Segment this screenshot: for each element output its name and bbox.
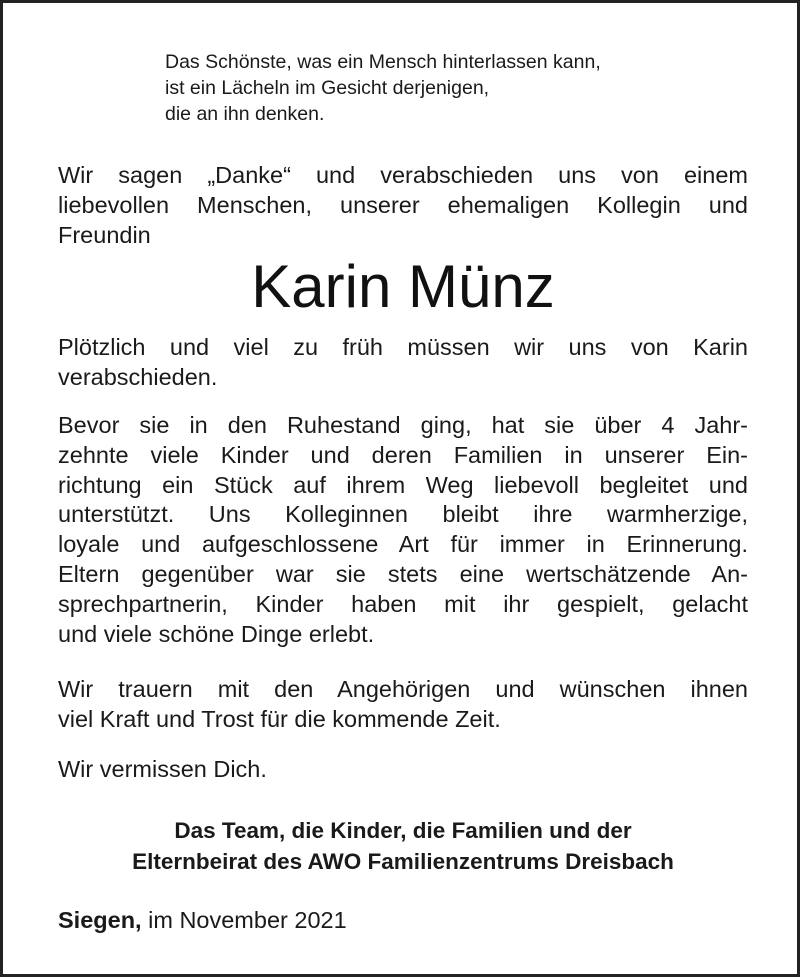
paragraph-line: Eltern gegenüber war sie stets eine wertschätzende An- xyxy=(58,560,748,587)
deceased-name: Karin Münz xyxy=(251,253,555,320)
motto-line: ist ein Lächeln im Gesicht derjenigen, xyxy=(165,77,490,99)
paragraph-line: Bevor sie in den Ruhestand ging, hat sie über 4 Jahr- xyxy=(58,412,748,438)
intro-line: Freundin xyxy=(58,221,151,248)
paragraph-sudden-loss xyxy=(58,333,748,393)
intro-line: Wir sagen „Danke“ und verabschieden uns von einem xyxy=(58,162,748,188)
paragraph-tribute xyxy=(58,411,748,649)
closing-text: Wir vermissen Dich. xyxy=(58,756,267,782)
paragraph-line: verabschieden. xyxy=(58,363,218,390)
signature-block xyxy=(3,815,800,877)
signature-line: Das Team, die Kinder, die Familien und der xyxy=(174,818,632,843)
paragraph-line: viel Kraft und Trost für die kommende Zeit. xyxy=(58,705,501,732)
paragraph-line: zehnte viele Kinder und deren Familien in unserer Ein- xyxy=(58,441,748,468)
paragraph-line: Plötzlich und viel zu früh müssen wir uns von Karin xyxy=(58,334,748,360)
paragraph-line: unterstützt. Uns Kolleginnen bleibt ihre warmherzige, xyxy=(58,501,748,528)
place-date xyxy=(58,905,347,935)
paragraph-line: richtung ein Stück auf ihrem Weg liebevoll begleitet und xyxy=(58,471,748,498)
closing-line xyxy=(58,755,748,785)
motto-line: die an ihn denken. xyxy=(165,103,325,125)
intro-line: liebevollen Menschen, unserer ehemaligen Kollegin und xyxy=(58,191,748,218)
signature-line: Elternbeirat des AWO Familienzentrums Dreisbach xyxy=(132,849,674,874)
paragraph-line: und viele schöne Dinge erlebt. xyxy=(58,620,375,647)
paragraph-line: sprechpartnerin, Kinder haben mit ihr gespielt, gelacht xyxy=(58,590,748,617)
motto-line: Das Schönste, was ein Mensch hinterlassen kann, xyxy=(165,51,601,73)
place-name: Siegen, xyxy=(58,907,142,933)
motto-quote xyxy=(165,49,601,127)
paragraph-line: loyale und aufgeschlossene Art für immer in Erinnerung. xyxy=(58,531,748,558)
date-text: im November 2021 xyxy=(148,907,347,933)
paragraph-line: Wir trauern mit den Angehörigen und wünschen ihnen xyxy=(58,676,748,702)
intro-paragraph xyxy=(58,161,748,250)
paragraph-condolence xyxy=(58,675,748,735)
